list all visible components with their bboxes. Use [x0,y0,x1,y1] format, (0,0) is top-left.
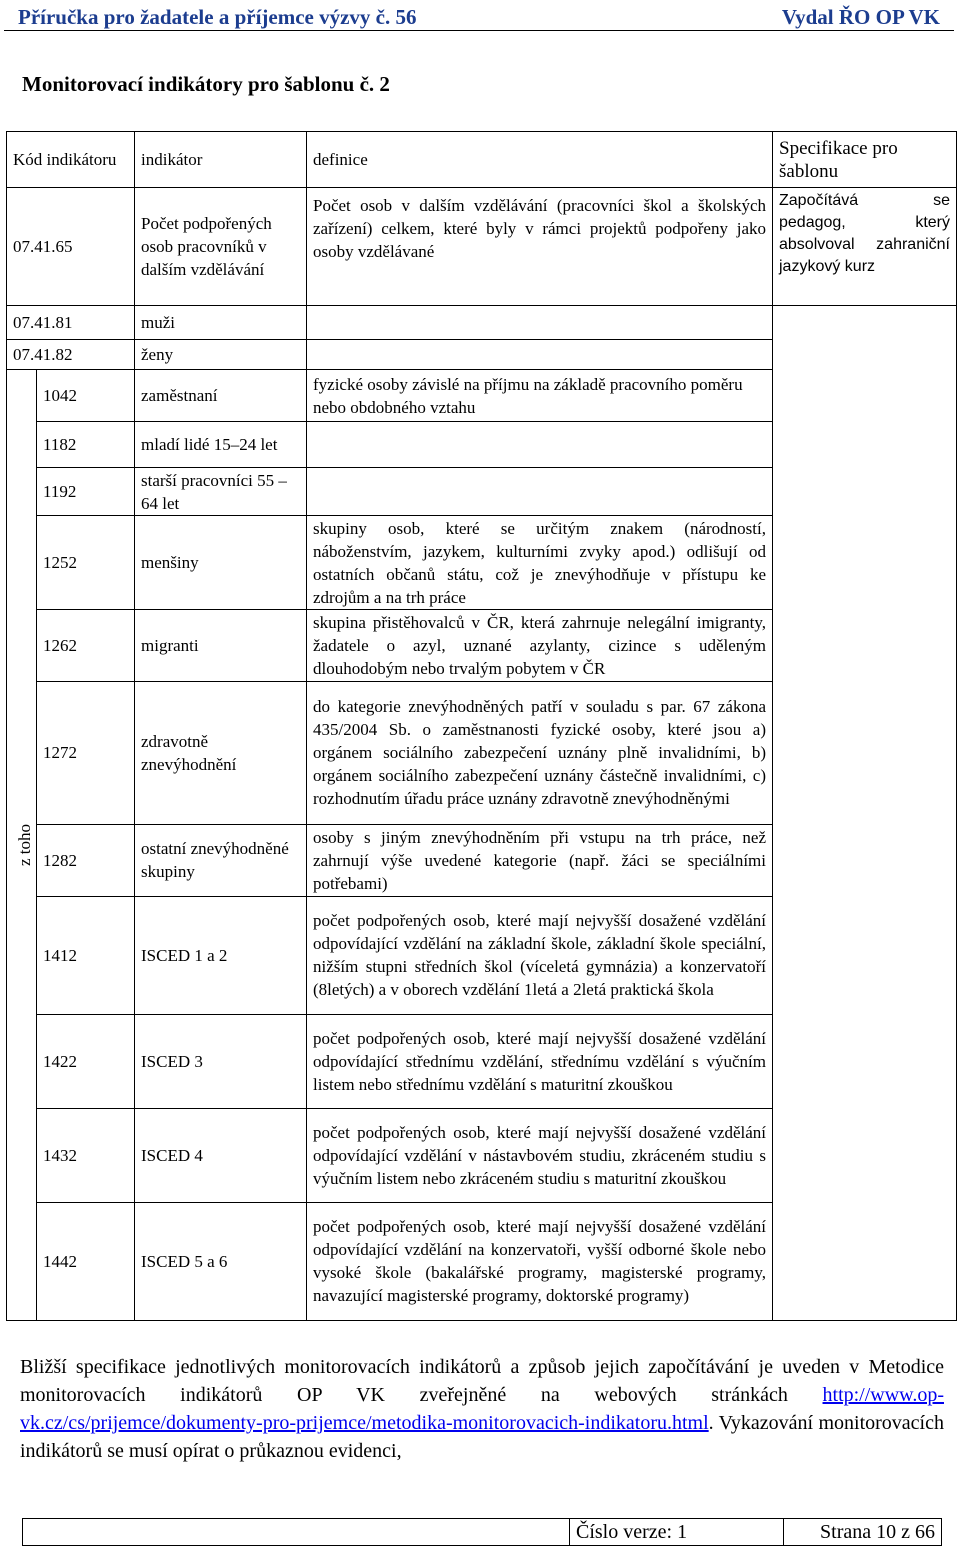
row-definition: počet podpořených osob, které mají nejvyšší dosažené vzdělání odpovídající střednímu vzdělání, střednímu vzdělání s výučním listem nebo střednímu vzdělání s maturitní zkouškou [307,1014,773,1108]
header-indicator: indikátor [135,132,307,188]
table-row-men [7,306,957,340]
row-definition: do kategorie znevýhodněných patří v souladu s par. 67 zákona 435/2004 Sb. o zaměstnanosti fyzické osoby, které jsou a) orgánem sociálního zabezpečení uznány plně invalidními, b) orgánem sociálního zabezpečení uznány částečně invalidními, c) rozhodnutím úřadu práce uznány zdravotně znevýhodněnými [307,682,773,824]
header-code: Kód indikátoru [7,132,135,188]
main-code: 07.41.65 [7,188,135,306]
publisher: Vydal ŘO OP VK [781,5,940,29]
row-code: 1442 [37,1202,135,1320]
document-title: Příručka pro žadatele a příjemce výzvy č. 56 [18,5,417,29]
row-indicator: ISCED 4 [135,1108,307,1202]
row-definition: skupiny osob, které se určitým znakem (národností, náboženstvím, jazykem, kulturními zvyky apod.) odlišují od ostatních občanů státu, což je znevýhodňuje v přístupu ke zdrojům a na trh práce [307,516,773,610]
row-definition: skupina přistěhovalců v ČR, která zahrnuje nelegální imigranty, žadatele o azyl, uznané azylanty, cizince s uděleným dlouhodobým nebo trvalým pobytem v ČR [307,610,773,682]
main-indicator: Počet podpořených osob pracovníků v dalším vzdělávání [135,188,307,306]
main-spec: Započítává se pedagog, který absolvoval zahraniční jazykový kurz [773,188,957,306]
row-code: 1432 [37,1108,135,1202]
row-code: 1282 [37,824,135,896]
version-label: Číslo verze: 1 [569,1519,687,1545]
row-definition: počet podpořených osob, které mají nejvyšší dosažené vzdělání odpovídající vzdělání na základní škole, základní škole speciální, nižším stupni středních škol (víceletá gymnázia) a konzervatoří (8letých) a v oborech vzdělání 1letá a 2letá praktická škola [307,896,773,1014]
row-indicator: ISCED 5 a 6 [135,1202,307,1320]
row-code: 1042 [37,370,135,422]
header-spec: Specifikace pro šablonu [773,132,957,188]
row-code: 1182 [37,422,135,468]
z-toho-cell [7,370,37,1321]
section-title: Monitorovací indikátory pro šablonu č. 2 [22,72,390,96]
men-definition [307,306,773,340]
row-definition: fyzické osoby závislé na příjmu na základě pracovního poměru nebo obdobného vztahu [307,370,773,422]
row-indicator: migranti [135,610,307,682]
row-indicator: ISCED 3 [135,1014,307,1108]
page-footer [22,1518,942,1546]
footer-text-after-link: . Vykazování monitorovacích indikátorů se musí opírat o průkaznou evidenci, [20,1412,944,1462]
main-definition: Počet osob v dalším vzdělávání (pracovníci škol a školských zařízení) celkem, které byly v rámci projektů podpořeny jako osoby vzdělávané [307,188,773,306]
row-code: 1262 [37,610,135,682]
indicators-table [6,131,957,1321]
footer-text-before-link: Bližší specifikace jednotlivých monitorovacích indikátorů a způsob jejich započítávání je uveden v Metodice monitorovacích indikátorů OP VK zveřejněné na webových stránkách [20,1356,944,1406]
row-indicator: menšiny [135,516,307,610]
row-code: 1422 [37,1014,135,1108]
row-indicator: zdravotně znevýhodnění [135,682,307,824]
header-definition: definice [307,132,773,188]
row-definition [307,468,773,516]
page-header [4,0,954,31]
table-row-main [7,188,957,306]
row-code: 1192 [37,468,135,516]
row-indicator: mladí lidé 15–24 let [135,422,307,468]
footer-paragraph [20,1353,944,1465]
z-toho-label: z toho [15,824,34,867]
row-definition: osoby s jiným znevýhodněním při vstupu na trh práce, než zahrnují výše uvedené kategorie (např. žáci se speciálními potřebami) [307,824,773,896]
row-code: 1412 [37,896,135,1014]
page-number: Strana 10 z 66 [820,1521,935,1543]
women-code: 07.41.82 [7,340,135,370]
men-code: 07.41.81 [7,306,135,340]
methodology-link[interactable]: http://www.op-vk.cz/cs/prijemce/dokumenty-pro-prijemce/metodika-monitorovacich-indikatoru.html [20,1384,944,1434]
row-code: 1252 [37,516,135,610]
footer-divider [783,1519,784,1545]
row-indicator: ISCED 1 a 2 [135,896,307,1014]
row-definition [307,422,773,468]
women-definition [307,340,773,370]
row-code: 1272 [37,682,135,824]
row-indicator: starší pracovníci 55 –64 let [135,468,307,516]
spec-empty-cell [773,306,957,1321]
row-indicator: ostatní znevýhodněné skupiny [135,824,307,896]
women-indicator: ženy [135,340,307,370]
row-definition: počet podpořených osob, které mají nejvyšší dosažené vzdělání odpovídající vzdělání v nástavbovém studiu, zkráceném studiu s výučním listem nebo zkráceném studiu s maturitní zkouškou [307,1108,773,1202]
row-definition: počet podpořených osob, které mají nejvyšší dosažené vzdělání odpovídající vzdělání na konzervatoři, vyšší odborné škole nebo vysoké škole (bakalářské programy, magisterské programy, navazující magisterské programy, doktorské programy) [307,1202,773,1320]
row-indicator: zaměstnaní [135,370,307,422]
table-header-row [7,132,957,188]
men-indicator: muži [135,306,307,340]
